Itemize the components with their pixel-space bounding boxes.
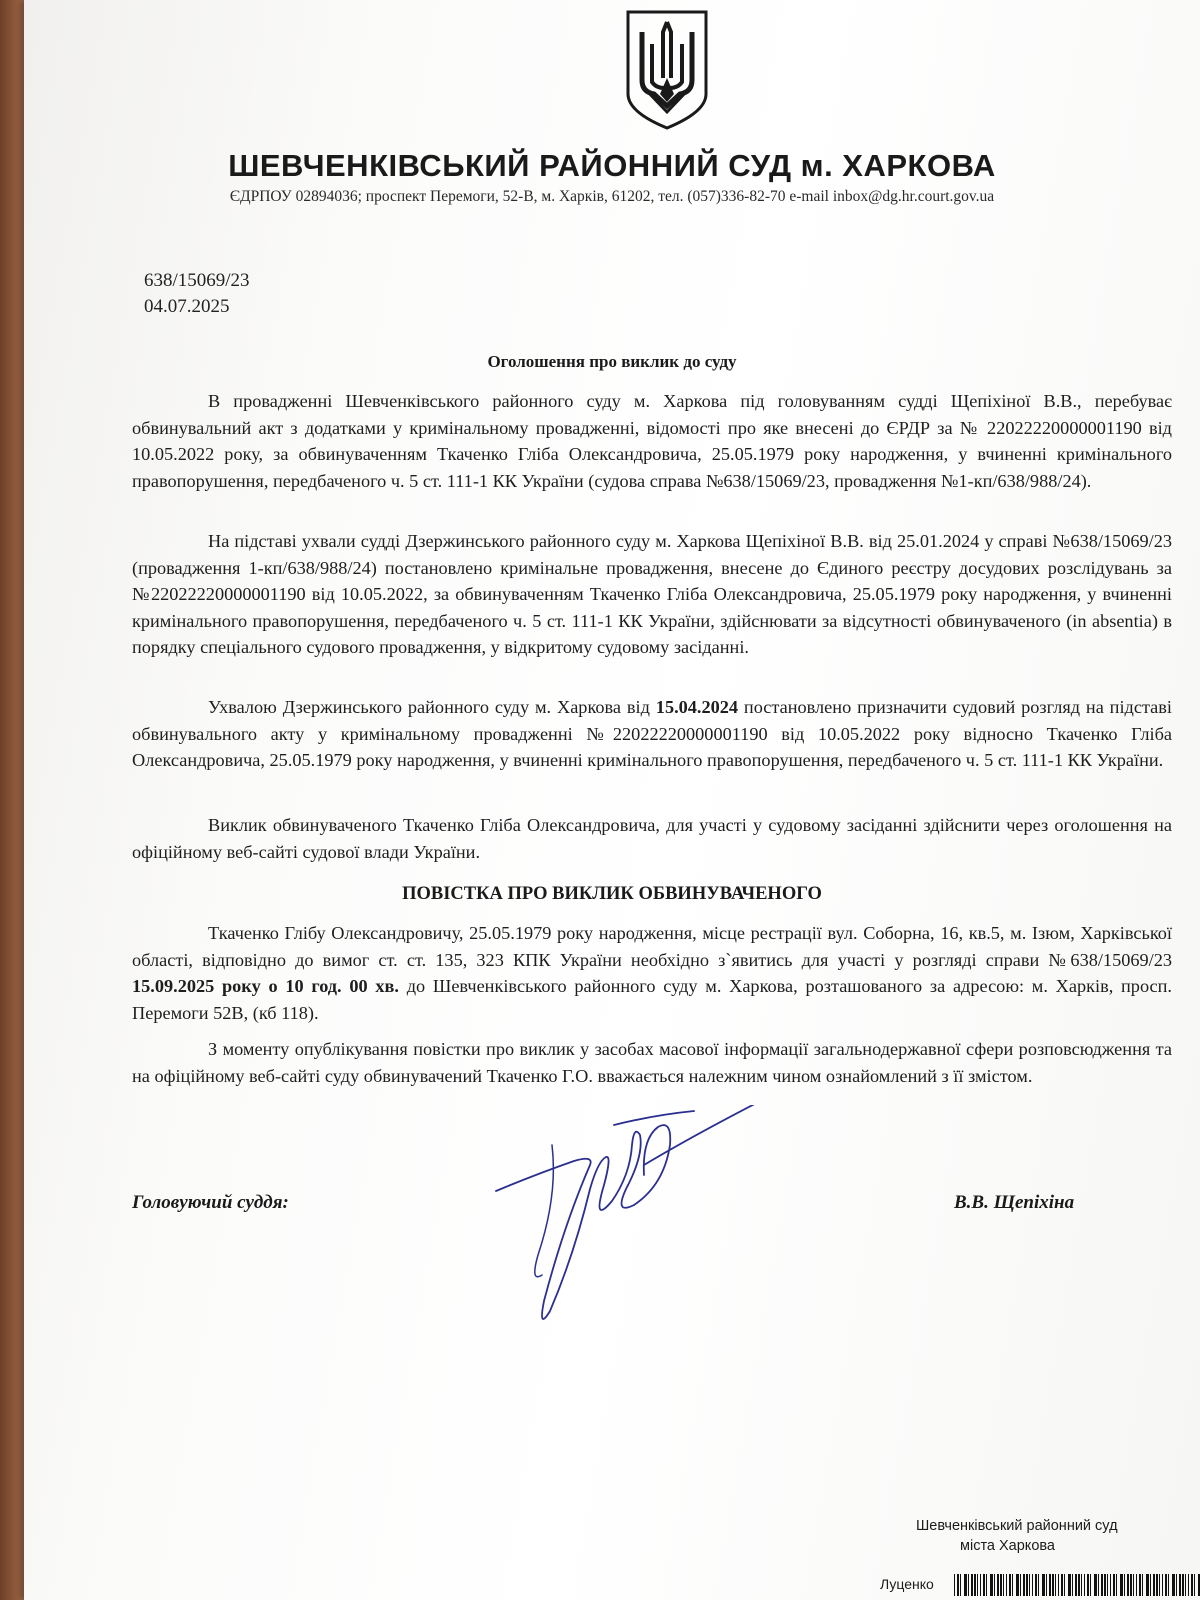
barcode-bar [1072,1574,1073,1596]
barcode-bar [1136,1574,1137,1596]
barcode-bar [1101,1574,1103,1596]
barcode-bar [1084,1574,1085,1596]
barcode-bar [1159,1574,1160,1596]
barcode-bar [1064,1574,1065,1596]
barcode-bar [1016,1574,1019,1596]
stamp-city-line: міста Харкова [960,1538,1055,1554]
barcode-bar [1046,1574,1047,1596]
barcode-bar [1124,1574,1125,1596]
barcode-bar [1061,1574,1063,1596]
barcode-bar [997,1574,999,1596]
paragraph-trial-ruling [132,694,1172,774]
barcode-bar [1075,1574,1077,1596]
barcode-bar [1194,1574,1195,1596]
barcode-bar [1179,1574,1181,1596]
summons-title: ПОВІСТКА ПРО ВИКЛИК ОБВИНУВАЧЕНОГО [402,884,822,904]
barcode-bar [1104,1574,1106,1596]
barcode-bar [1120,1574,1123,1596]
barcode-bar [1162,1574,1163,1596]
barcode-bar [1146,1574,1149,1596]
barcode-bar [1191,1574,1193,1596]
barcode-bar [964,1574,967,1596]
barcode-bar [1165,1574,1167,1596]
barcode-bar [1068,1574,1071,1596]
barcode-bar [994,1574,995,1596]
barcode-bar [1009,1574,1011,1596]
barcode-bar [990,1574,993,1596]
barcode-bar [980,1574,981,1596]
barcode-bar [1107,1574,1108,1596]
barcode-bar [1042,1574,1045,1596]
barcode-bar [977,1574,978,1596]
p3-text-before: Ухвалою Дзержинського районного суду м. Харкова від [208,697,656,717]
ruling-date: 15.04.2024 [655,697,739,717]
barcode-bar [974,1574,976,1596]
barcode-bar [1098,1574,1099,1596]
barcode-bar [1182,1574,1184,1596]
barcode-bar [1188,1574,1189,1596]
announcement-title: Оголошення про виклик до суду [487,352,737,371]
barcode-bar [1130,1574,1132,1596]
presiding-judge-label: Головуючий суддя: [132,1192,289,1213]
barcode-bar [983,1574,985,1596]
court-name: ШЕВЧЕНКІВСЬКИЙ РАЙОННИЙ СУД м. ХАРКОВА [228,148,996,183]
barcode-bar [1094,1574,1097,1596]
barcode-bar [1020,1574,1021,1596]
barcode-bar [1003,1574,1004,1596]
court-contacts: ЄДРПОУ 02894036; проспект Перемоги, 52-В, м. Харків, 61202, тел. (057)336-82-70 e-mail inbox@dg.hr.court.gov.ua [229,188,995,205]
barcode-bar [1012,1574,1013,1596]
barcode-bar [1081,1574,1082,1596]
barcode-bar [1029,1574,1030,1596]
barcode-bar [986,1574,987,1596]
barcode-bar [1176,1574,1177,1596]
barcode-bar [1116,1574,1117,1596]
barcode-bar [1113,1574,1115,1596]
barcode-bar [1142,1574,1143,1596]
paragraph-notice-effect: З моменту опублікування повістки про виклик у засобах масової інформації загальнодержавної сфери розповсюдження та на офіційному веб-сайті суду обвинувачений Ткаченко Г.О. вважається належним чином ознайомлений з її змістом. [132,1039,1172,1086]
barcode-bar [1078,1574,1080,1596]
barcode-bar [957,1574,959,1596]
barcode-bar [954,1574,955,1596]
barcode-bar [1000,1574,1002,1596]
barcode-bar [960,1574,961,1596]
paragraph-summons [132,920,1172,1026]
barcode-bar [1052,1574,1054,1596]
barcode-bar [1032,1574,1033,1596]
p5-text-after: до Шевченківського районного суду м. Харкова, розташованого за адресою: м. Харків, просп. Перемоги 52В, (кб 118). [132,976,1173,1023]
barcode-bar [1156,1574,1158,1596]
barcode-bar [1185,1574,1186,1596]
barcode-bar [1023,1574,1025,1596]
barcode-bar [1133,1574,1134,1596]
barcode-bar [1090,1574,1091,1596]
barcode-bar [1168,1574,1169,1596]
p3-text-after: постановлено призначити судовий розгляд на підставі обвинувального акту у кримінальному провадженні №22022220000001190 від 10.05.2022 року відносно Ткаченко Гліба Олександровича, 25.05.1979 року народження, у вчиненні кримінального правопорушення, передбаченого ч. 5 ст. 111-1 КК України. [132,697,1172,770]
barcode-bar [1049,1574,1051,1596]
barcode-bar [1110,1574,1111,1596]
barcode-bar [1153,1574,1155,1596]
barcode-bar [1150,1574,1151,1596]
p5-text-before: Ткаченко Глібу Олександровичу, 25.05.1979 року народження, місце рестрації вул. Соборна, 16, кв.5, м. Ізюм, Харківської області, відповідно до вимог ст. ст. 135, 323 КПК України необхідно з`явитись для участі у розгляді справи №638/15069/23 [132,923,1172,970]
paragraph-summons-method: Виклик обвинуваченого Ткаченко Гліба Олександровича, для участі у судовому засіданні здійснити через оголошення на офіційному веб-сайті судової влади України. [132,815,1172,862]
barcode-bar [971,1574,973,1596]
paragraph-in-absentia: На підставі ухвали судді Дзержинського районного суду м. Харкова Щепіхіної В.В. від 25.01.2024 у справі №638/15069/23 (провадження 1-кп/638/988/24) постановлено кримінальне провадження, внесене до Єдиного реєстру досудових розслідувань за №22022220000001190 від 10.05.2022, за обвинуваченням Ткаченко Гліба Олександровича, 25.05.1979 року народження, у вчиненні кримінального правопорушення, передбаченого ч. 5 ст. 111-1 КК України, здійснювати за відсутності обвинуваченого (in absentia) в порядку спеціального судового провадження, у відкритому судовому засіданні. [132,531,1172,657]
barcode-bar [1058,1574,1059,1596]
barcode-bar [1139,1574,1141,1596]
document-page [24,0,1200,1600]
barcode-bar [1087,1574,1089,1596]
paragraph-proceedings: В провадженні Шевченківського районного суду м. Харкова під головуванням судді Щепіхіної В.В., перебуває обвинувальний акт з додатками у кримінальному провадженні, відомості про яке внесені до ЄРДР за № 22022220000001190 від 10.05.2022 року, за обвинуваченням Ткаченко Гліба Олександровича, 25.05.1979 року народження, у вчиненні кримінального правопорушення, передбаченого ч. 5 ст. 111-1 КК України (судова справа №638/15069/23, провадження №1-кп/638/988/24). [132,391,1172,491]
barcode-bar [1038,1574,1039,1596]
case-number: 638/15069/23 [144,270,250,291]
barcode-bar [1172,1574,1175,1596]
hearing-datetime: 15.09.2025 року о 10 год. 00 хв. [132,976,399,996]
coat-of-arms-icon [624,8,710,132]
barcode-bar [1055,1574,1056,1596]
barcode-icon [954,1574,1200,1596]
document-date: 04.07.2025 [144,296,230,317]
barcode-bar [1127,1574,1129,1596]
stamp-court-line: Шевченківський районний суд [916,1518,1118,1534]
barcode-bar [1026,1574,1028,1596]
barcode-bar [1035,1574,1037,1596]
barcode-bar [968,1574,969,1596]
stamp-partial-text: Луценко [880,1576,934,1592]
court-stamp [876,1492,1200,1600]
barcode-bar [1006,1574,1007,1596]
judge-name: В.В. Щепіхіна [954,1192,1075,1213]
handwritten-signature [494,1105,774,1345]
